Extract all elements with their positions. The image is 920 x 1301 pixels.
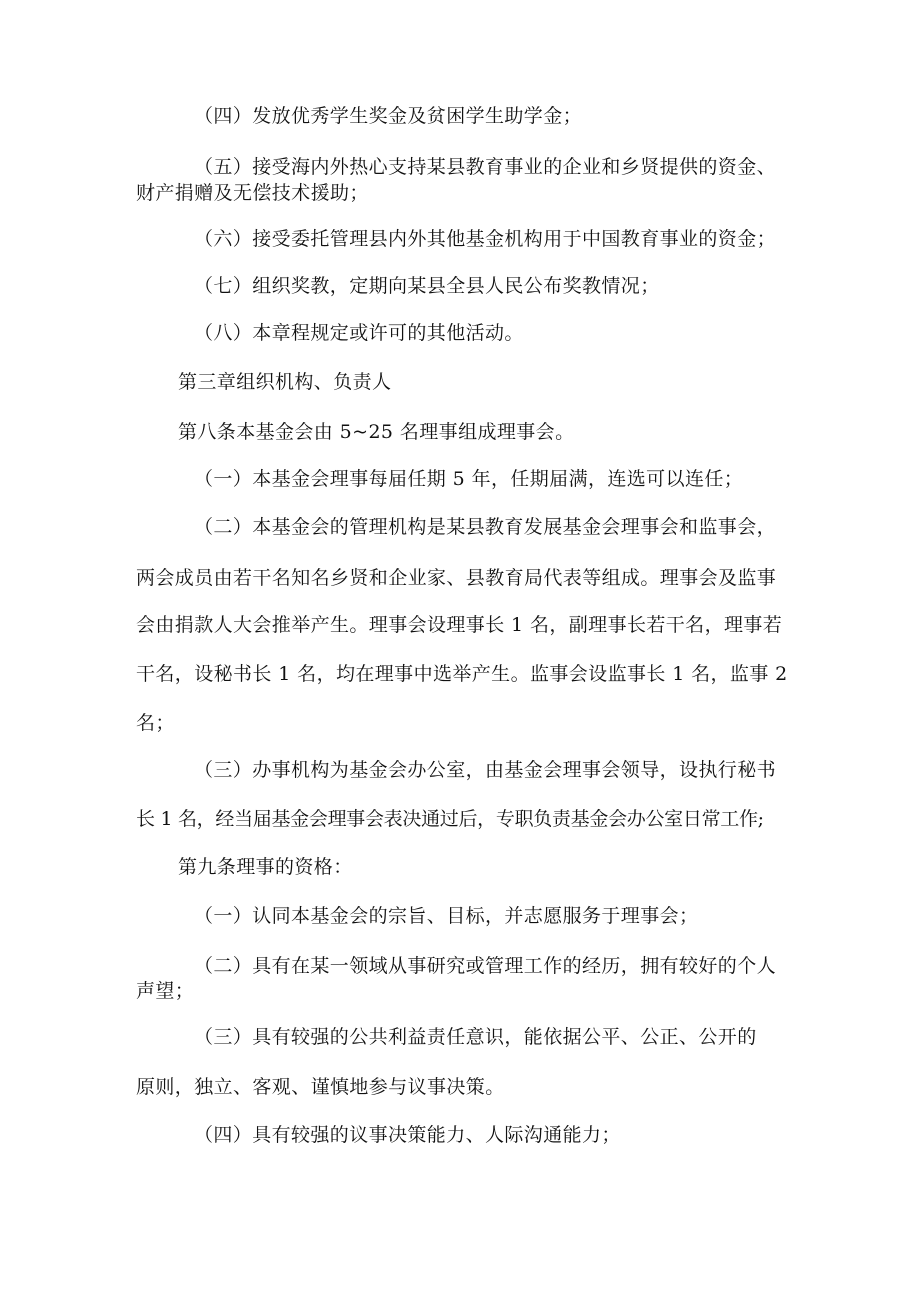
article-nine-item-four: （四）具有较强的议事决策能力、人际沟通能力；: [194, 1124, 621, 1146]
article-nine-item-three-cont: 原则，独立、客观、谨慎地参与议事决策。: [136, 1076, 505, 1098]
article-nine-item-one: （一）认同本基金会的宗旨、目标，并志愿服务于理事会；: [194, 905, 699, 927]
article-nine-item-two-cont: 声望；: [136, 980, 195, 1002]
chapter-three-heading: 第三章组织机构、负责人: [178, 371, 392, 393]
item-eight-other-activities: （八）本章程规定或许可的其他活动。: [194, 322, 524, 344]
article-eight-item-three: （三）办事机构为基金会办公室，由基金会理事会领导，设执行秘书: [194, 759, 777, 781]
article-nine: 第九条理事的资格：: [178, 856, 353, 878]
article-eight-item-one: （一）本基金会理事每届任期 5 年，任期届满，连选可以连任；: [194, 468, 744, 490]
article-eight-item-two-cont-1: 两会成员由若干名知名乡贤和企业家、县教育局代表等组成。理事会及监事: [136, 567, 777, 589]
item-four-award-scholarship: （四）发放优秀学生奖金及贫困学生助学金；: [194, 105, 583, 127]
article-nine-item-three: （三）具有较强的公共利益责任意识，能依据公平、公正、公开的: [194, 1026, 757, 1048]
item-five-continuation: 财产捐赠及无偿技术援助；: [136, 182, 369, 204]
article-eight-item-two-cont-4: 名；: [136, 712, 175, 734]
item-six-entrusted-funds: （六）接受委托管理县内外其他基金机构用于中国教育事业的资金；: [194, 228, 777, 250]
article-eight: 第八条本基金会由 5~25 名理事组成理事会。: [178, 421, 575, 443]
article-nine-item-two: （二）具有在某一领域从事研究或管理工作的经历，拥有较好的个人: [194, 955, 777, 977]
article-eight-item-two-cont-3: 干名，设秘书长 1 名，均在理事中选举产生。监事会设监事长 1 名，监事 2: [136, 663, 788, 685]
item-five-accept-donations: （五）接受海内外热心支持某县教育事业的企业和乡贤提供的资金、: [194, 156, 777, 178]
article-eight-item-two-cont-2: 会由捐款人大会推举产生。理事会设理事长 1 名，副理事长若干名，理事若: [136, 614, 783, 636]
article-eight-item-three-cont: 长 1 名，经当届基金会理事会表决通过后，专职负责基金会办公室日常工作;: [136, 808, 764, 830]
item-seven-teaching-awards: （七）组织奖教，定期向某县全县人民公布奖教情况；: [194, 275, 660, 297]
article-eight-item-two: （二）本基金会的管理机构是某县教育发展基金会理事会和监事会，: [194, 516, 777, 538]
